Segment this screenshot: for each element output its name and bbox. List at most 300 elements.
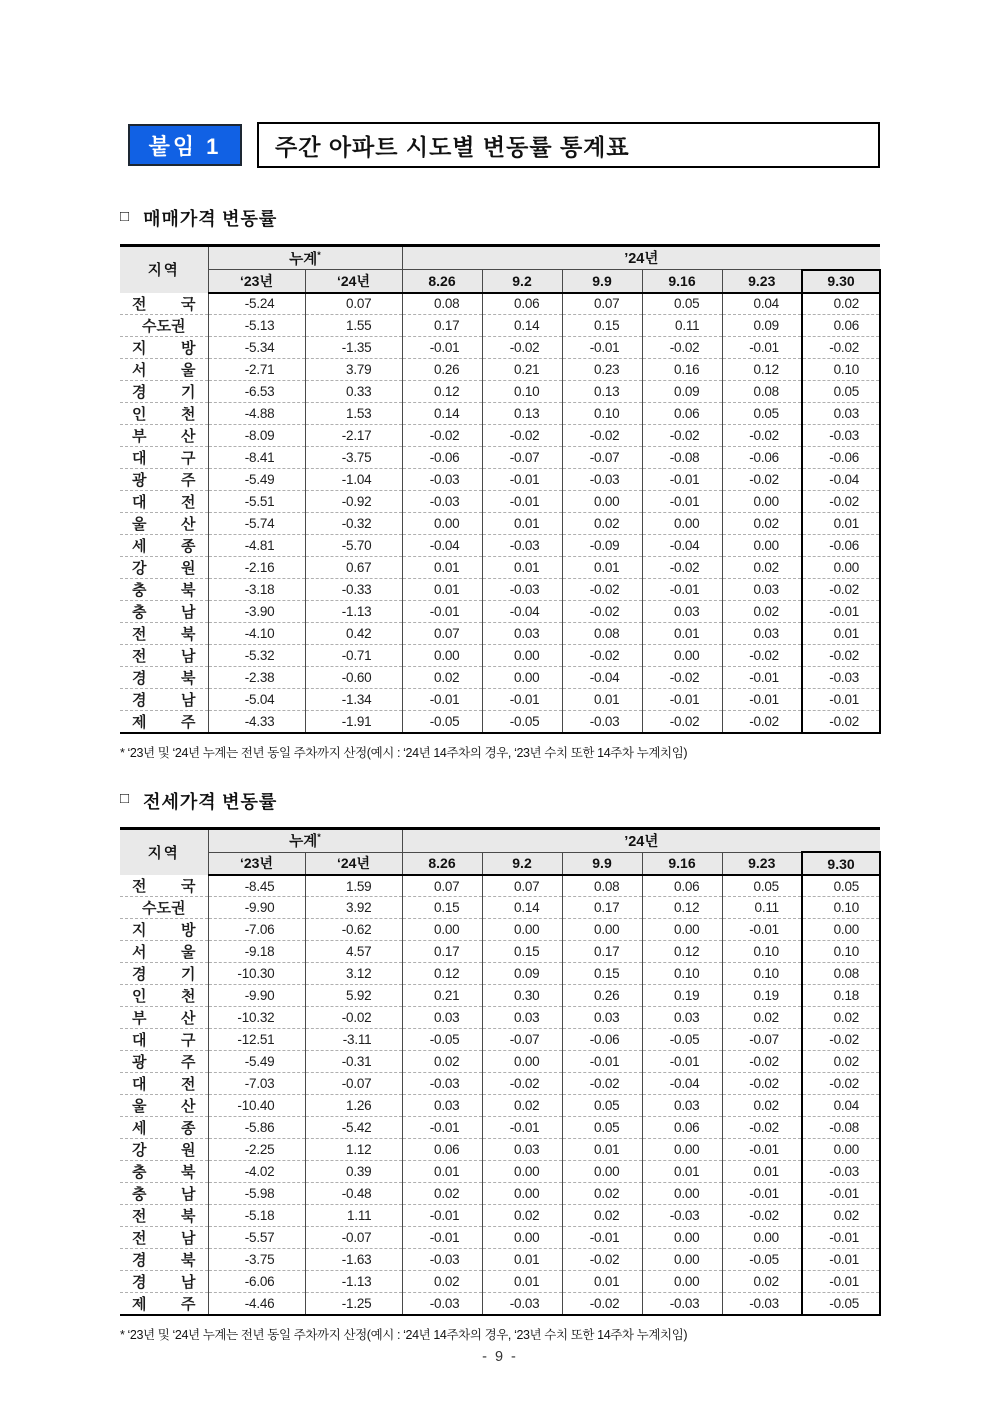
region-label: 강 원 xyxy=(120,556,208,578)
value-cell: 0.05 xyxy=(562,1095,642,1117)
value-cell: 0.12 xyxy=(402,380,482,402)
value-cell: 0.17 xyxy=(562,941,642,963)
value-cell: -0.01 xyxy=(402,1205,482,1227)
region-label: 충 북 xyxy=(120,1161,208,1183)
value-cell: 0.13 xyxy=(482,402,562,424)
value-cell: -0.01 xyxy=(722,666,802,688)
table-row xyxy=(120,985,880,1007)
value-cell: -0.02 xyxy=(802,644,880,666)
value-cell: 0.07 xyxy=(402,875,482,897)
value-cell: -0.01 xyxy=(802,688,880,710)
value-cell: -0.01 xyxy=(642,1051,722,1073)
value-cell: -0.04 xyxy=(402,534,482,556)
value-cell: 0.01 xyxy=(802,512,880,534)
value-cell: -0.02 xyxy=(722,424,802,446)
value-cell: -4.10 xyxy=(208,622,305,644)
value-cell: -0.48 xyxy=(305,1183,402,1205)
table-row xyxy=(120,1205,880,1227)
table-row xyxy=(120,1095,880,1117)
week-col-header-highlighted: 9.30 xyxy=(802,852,880,875)
value-cell: -0.02 xyxy=(722,468,802,490)
region-label: 충 남 xyxy=(120,600,208,622)
week-col-header: 9.9 xyxy=(562,852,642,875)
year-col-header: ‘23년 xyxy=(208,852,305,875)
value-cell: 0.10 xyxy=(722,963,802,985)
value-cell: -10.32 xyxy=(208,1007,305,1029)
table-row xyxy=(120,644,880,666)
value-cell: -0.92 xyxy=(305,490,402,512)
week-col-header: 9.9 xyxy=(562,270,642,293)
value-cell: 0.10 xyxy=(802,897,880,919)
value-cell: -0.02 xyxy=(722,1073,802,1095)
value-cell: -0.01 xyxy=(482,490,562,512)
value-cell: 0.10 xyxy=(802,941,880,963)
value-cell: -0.02 xyxy=(802,578,880,600)
value-cell: 0.09 xyxy=(642,380,722,402)
value-cell: -0.04 xyxy=(802,468,880,490)
value-cell: -6.06 xyxy=(208,1271,305,1293)
value-cell: 0.08 xyxy=(802,963,880,985)
value-cell: -0.02 xyxy=(802,490,880,512)
value-cell: 0.03 xyxy=(722,622,802,644)
value-cell: -0.01 xyxy=(722,1139,802,1161)
value-cell: 0.30 xyxy=(482,985,562,1007)
value-cell: -5.86 xyxy=(208,1117,305,1139)
value-cell: 0.03 xyxy=(482,622,562,644)
value-cell: -0.05 xyxy=(722,1249,802,1271)
value-cell: -1.13 xyxy=(305,1271,402,1293)
value-cell: -7.06 xyxy=(208,919,305,941)
square-marker-icon: □ xyxy=(120,791,131,807)
value-cell: -0.02 xyxy=(562,600,642,622)
region-label: 지 방 xyxy=(120,336,208,358)
value-cell: -5.49 xyxy=(208,1051,305,1073)
region-label: 부 산 xyxy=(120,1007,208,1029)
value-cell: -0.03 xyxy=(402,1249,482,1271)
region-label: 서 울 xyxy=(120,941,208,963)
region-label: 전 국 xyxy=(120,875,208,897)
value-cell: 0.03 xyxy=(642,1007,722,1029)
year-col-header: ‘24년 xyxy=(305,852,402,875)
value-cell: -5.42 xyxy=(305,1117,402,1139)
value-cell: 0.02 xyxy=(402,1183,482,1205)
value-cell: -5.70 xyxy=(305,534,402,556)
region-label: 대 구 xyxy=(120,446,208,468)
region-label: 지 방 xyxy=(120,919,208,941)
value-cell: 0.12 xyxy=(722,358,802,380)
value-cell: 0.00 xyxy=(562,490,642,512)
week-col-header: 9.16 xyxy=(642,852,722,875)
value-cell: -0.01 xyxy=(402,336,482,358)
table-row xyxy=(120,897,880,919)
value-cell: -0.02 xyxy=(562,1249,642,1271)
jeonse-table-body xyxy=(120,875,880,1315)
value-cell: -0.02 xyxy=(642,424,722,446)
value-cell: 0.01 xyxy=(402,578,482,600)
region-label: 부 산 xyxy=(120,424,208,446)
value-cell: 0.00 xyxy=(722,534,802,556)
value-cell: 0.12 xyxy=(402,963,482,985)
value-cell: 0.10 xyxy=(562,402,642,424)
value-cell: -0.02 xyxy=(802,1029,880,1051)
table-row xyxy=(120,1271,880,1293)
value-cell: 0.17 xyxy=(402,314,482,336)
value-cell: -5.98 xyxy=(208,1183,305,1205)
table-row xyxy=(120,1139,880,1161)
value-cell: 0.06 xyxy=(802,314,880,336)
value-cell: -0.01 xyxy=(642,688,722,710)
table-row xyxy=(120,1293,880,1316)
region-label: 경 기 xyxy=(120,380,208,402)
value-cell: 0.00 xyxy=(642,1249,722,1271)
value-cell: -0.05 xyxy=(802,1293,880,1316)
value-cell: -0.03 xyxy=(642,1205,722,1227)
value-cell: -0.05 xyxy=(642,1029,722,1051)
value-cell: -0.07 xyxy=(482,446,562,468)
value-cell: 0.03 xyxy=(482,1007,562,1029)
table-row xyxy=(120,710,880,733)
region-label: 대 구 xyxy=(120,1029,208,1051)
value-cell: -7.03 xyxy=(208,1073,305,1095)
value-cell: 0.03 xyxy=(642,600,722,622)
value-cell: 0.14 xyxy=(402,402,482,424)
value-cell: 0.14 xyxy=(482,897,562,919)
value-cell: -5.57 xyxy=(208,1227,305,1249)
value-cell: 0.00 xyxy=(722,1227,802,1249)
region-label: 수도권 xyxy=(120,314,208,336)
value-cell: 0.18 xyxy=(802,985,880,1007)
value-cell: -9.18 xyxy=(208,941,305,963)
value-cell: -0.01 xyxy=(802,1271,880,1293)
value-cell: -5.34 xyxy=(208,336,305,358)
value-cell: -9.90 xyxy=(208,897,305,919)
footnote: * ‘23년 및 ‘24년 누계는 전년 동일 주차까지 산정(예시 : ‘24년 14주차의 경우, ‘23년 수치 또한 14주차 누계치임) xyxy=(120,1328,688,1342)
region-label: 제 주 xyxy=(120,1293,208,1316)
value-cell: -4.46 xyxy=(208,1293,305,1316)
value-cell: 0.15 xyxy=(562,314,642,336)
value-cell: -0.02 xyxy=(562,578,642,600)
table-row xyxy=(120,336,880,358)
value-cell: 0.26 xyxy=(562,985,642,1007)
value-cell: 0.00 xyxy=(642,644,722,666)
value-cell: 0.01 xyxy=(642,622,722,644)
value-cell: -1.35 xyxy=(305,336,402,358)
section-heading-sale xyxy=(120,205,880,231)
value-cell: -1.25 xyxy=(305,1293,402,1316)
value-cell: -0.03 xyxy=(402,490,482,512)
region-label: 전 국 xyxy=(120,293,208,315)
value-cell: 1.53 xyxy=(305,402,402,424)
value-cell: -0.03 xyxy=(482,534,562,556)
table-row xyxy=(120,1073,880,1095)
table-row xyxy=(120,380,880,402)
table-row xyxy=(120,446,880,468)
value-cell: 0.01 xyxy=(402,556,482,578)
value-cell: 0.00 xyxy=(802,919,880,941)
value-cell: 0.21 xyxy=(482,358,562,380)
value-cell: 0.06 xyxy=(642,402,722,424)
year-col-header: ‘24년 xyxy=(305,270,402,293)
section-title: 매매가격 변동률 xyxy=(143,209,278,229)
value-cell: -3.90 xyxy=(208,600,305,622)
value-cell: 0.00 xyxy=(482,1161,562,1183)
table-row xyxy=(120,1007,880,1029)
value-cell: 0.00 xyxy=(482,644,562,666)
value-cell: 0.42 xyxy=(305,622,402,644)
value-cell: 0.03 xyxy=(482,1139,562,1161)
value-cell: 0.15 xyxy=(482,941,562,963)
value-cell: 0.03 xyxy=(802,402,880,424)
value-cell: -0.05 xyxy=(482,710,562,733)
page-title: 주간 아파트 시도별 변동률 통계표 xyxy=(275,133,630,160)
region-label: 전 남 xyxy=(120,644,208,666)
region-label: 광 주 xyxy=(120,1051,208,1073)
value-cell: 0.05 xyxy=(562,1117,642,1139)
value-cell: -0.01 xyxy=(642,578,722,600)
value-cell: -0.02 xyxy=(802,336,880,358)
table-row xyxy=(120,963,880,985)
value-cell: 0.00 xyxy=(802,556,880,578)
value-cell: 0.00 xyxy=(642,1227,722,1249)
value-cell: -0.03 xyxy=(802,424,880,446)
value-cell: -0.02 xyxy=(722,1205,802,1227)
value-cell: -0.01 xyxy=(802,1183,880,1205)
value-cell: 0.17 xyxy=(402,941,482,963)
value-cell: 0.21 xyxy=(402,985,482,1007)
value-cell: -5.49 xyxy=(208,468,305,490)
value-cell: 0.02 xyxy=(482,1205,562,1227)
value-cell: 0.19 xyxy=(722,985,802,1007)
value-cell: 0.03 xyxy=(642,1095,722,1117)
value-cell: 0.05 xyxy=(722,402,802,424)
region-label: 수도권 xyxy=(120,897,208,919)
value-cell: 0.03 xyxy=(402,1007,482,1029)
table-row xyxy=(120,666,880,688)
value-cell: -3.11 xyxy=(305,1029,402,1051)
week-col-header: 9.23 xyxy=(722,270,802,293)
value-cell: -0.01 xyxy=(642,490,722,512)
value-cell: -0.06 xyxy=(802,534,880,556)
value-cell: 0.02 xyxy=(722,1271,802,1293)
region-header-cell: 지역 xyxy=(120,246,208,293)
week-col-header: 9.2 xyxy=(482,852,562,875)
value-cell: -0.33 xyxy=(305,578,402,600)
value-cell: 0.02 xyxy=(562,512,642,534)
cumulative-label: 누계 xyxy=(289,834,318,850)
value-cell: 0.15 xyxy=(562,963,642,985)
value-cell: -0.03 xyxy=(802,666,880,688)
value-cell: -0.02 xyxy=(482,424,562,446)
value-cell: 0.04 xyxy=(722,293,802,315)
value-cell: 0.08 xyxy=(402,293,482,315)
value-cell: -5.13 xyxy=(208,314,305,336)
value-cell: 0.00 xyxy=(482,666,562,688)
value-cell: 0.11 xyxy=(642,314,722,336)
value-cell: 0.16 xyxy=(642,358,722,380)
value-cell: -4.33 xyxy=(208,710,305,733)
region-label: 대 전 xyxy=(120,490,208,512)
table-header xyxy=(120,828,880,875)
value-cell: -0.07 xyxy=(722,1029,802,1051)
region-label: 제 주 xyxy=(120,710,208,733)
table-row xyxy=(120,490,880,512)
value-cell: 0.02 xyxy=(482,1095,562,1117)
value-cell: -3.75 xyxy=(305,446,402,468)
value-cell: -5.51 xyxy=(208,490,305,512)
region-label: 경 기 xyxy=(120,963,208,985)
value-cell: -0.06 xyxy=(402,446,482,468)
value-cell: -0.02 xyxy=(402,424,482,446)
cumulative-header-cell xyxy=(208,246,402,270)
value-cell: 0.15 xyxy=(402,897,482,919)
week-col-header-highlighted: 9.30 xyxy=(802,270,880,293)
value-cell: 0.33 xyxy=(305,380,402,402)
value-cell: 0.08 xyxy=(722,380,802,402)
region-label: 울 산 xyxy=(120,1095,208,1117)
value-cell: 0.00 xyxy=(562,919,642,941)
value-cell: 0.00 xyxy=(482,1227,562,1249)
square-marker-icon: □ xyxy=(120,208,131,225)
value-cell: -0.03 xyxy=(562,710,642,733)
region-label: 강 원 xyxy=(120,1139,208,1161)
value-cell: 0.00 xyxy=(482,1051,562,1073)
table-row xyxy=(120,468,880,490)
value-cell: 0.02 xyxy=(562,1183,642,1205)
region-header-cell: 지역 xyxy=(120,828,208,875)
week-col-header: 9.23 xyxy=(722,852,802,875)
value-cell: 0.06 xyxy=(402,1139,482,1161)
value-cell: -6.53 xyxy=(208,380,305,402)
value-cell: -0.04 xyxy=(642,1073,722,1095)
value-cell: -0.04 xyxy=(642,534,722,556)
value-cell: -0.07 xyxy=(562,446,642,468)
value-cell: 0.06 xyxy=(482,293,562,315)
value-cell: 0.10 xyxy=(482,380,562,402)
value-cell: -0.02 xyxy=(722,1051,802,1073)
value-cell: -0.02 xyxy=(562,1293,642,1316)
value-cell: -0.06 xyxy=(562,1029,642,1051)
value-cell: 0.13 xyxy=(562,380,642,402)
value-cell: 1.55 xyxy=(305,314,402,336)
region-label: 경 남 xyxy=(120,688,208,710)
value-cell: 0.02 xyxy=(402,1271,482,1293)
table-row xyxy=(120,600,880,622)
value-cell: 0.11 xyxy=(722,897,802,919)
page-number: - 9 - xyxy=(482,1349,518,1365)
value-cell: 0.00 xyxy=(642,1271,722,1293)
value-cell: 0.19 xyxy=(642,985,722,1007)
week-col-header: 8.26 xyxy=(402,270,482,293)
value-cell: -0.62 xyxy=(305,919,402,941)
value-cell: -0.01 xyxy=(562,1227,642,1249)
region-label: 경 북 xyxy=(120,1249,208,1271)
region-label: 서 울 xyxy=(120,358,208,380)
value-cell: 0.00 xyxy=(642,919,722,941)
value-cell: -0.01 xyxy=(402,1117,482,1139)
jeonse-price-table xyxy=(120,827,881,1317)
table-row xyxy=(120,622,880,644)
value-cell: -9.90 xyxy=(208,985,305,1007)
value-cell: -1.91 xyxy=(305,710,402,733)
value-cell: -0.01 xyxy=(642,468,722,490)
value-cell: -0.01 xyxy=(722,1183,802,1205)
section-title: 전세가격 변동률 xyxy=(143,791,278,812)
value-cell: 0.00 xyxy=(642,512,722,534)
value-cell: -12.51 xyxy=(208,1029,305,1051)
value-cell: -0.08 xyxy=(642,446,722,468)
value-cell: -0.07 xyxy=(305,1227,402,1249)
value-cell: -0.03 xyxy=(562,468,642,490)
value-cell: -0.01 xyxy=(802,1227,880,1249)
table-row xyxy=(120,293,880,315)
region-label: 경 북 xyxy=(120,666,208,688)
table-row xyxy=(120,402,880,424)
table-row xyxy=(120,1161,880,1183)
value-cell: 0.01 xyxy=(562,688,642,710)
year-group-header-cell: ’24년 xyxy=(402,246,880,270)
table-header xyxy=(120,246,880,293)
value-cell: 0.03 xyxy=(722,578,802,600)
table-row xyxy=(120,578,880,600)
region-label: 대 전 xyxy=(120,1073,208,1095)
value-cell: 0.01 xyxy=(482,1249,562,1271)
value-cell: -0.02 xyxy=(642,710,722,733)
value-cell: -0.02 xyxy=(562,1073,642,1095)
value-cell: -0.02 xyxy=(722,1117,802,1139)
value-cell: -0.01 xyxy=(802,600,880,622)
region-label: 세 종 xyxy=(120,534,208,556)
value-cell: 0.09 xyxy=(482,963,562,985)
value-cell: -0.01 xyxy=(402,1227,482,1249)
cumulative-label: 누계 xyxy=(289,251,318,268)
footnote-asterisk: * xyxy=(317,832,321,843)
value-cell: -0.02 xyxy=(642,556,722,578)
value-cell: 0.00 xyxy=(402,919,482,941)
value-cell: -0.01 xyxy=(722,919,802,941)
value-cell: 0.02 xyxy=(722,600,802,622)
page-header xyxy=(120,122,880,168)
table-row xyxy=(120,358,880,380)
value-cell: 0.02 xyxy=(722,1095,802,1117)
value-cell: 0.01 xyxy=(802,622,880,644)
region-label: 전 북 xyxy=(120,622,208,644)
value-cell: 0.23 xyxy=(562,358,642,380)
table-row xyxy=(120,512,880,534)
table-row xyxy=(120,534,880,556)
value-cell: 0.02 xyxy=(802,1051,880,1073)
value-cell: -0.05 xyxy=(402,710,482,733)
value-cell: -0.08 xyxy=(802,1117,880,1139)
value-cell: -5.18 xyxy=(208,1205,305,1227)
value-cell: 0.14 xyxy=(482,314,562,336)
attachment-badge-label: 붙임 1 xyxy=(148,133,222,159)
value-cell: -0.01 xyxy=(802,1249,880,1271)
value-cell: 0.00 xyxy=(562,1161,642,1183)
region-label: 인 천 xyxy=(120,402,208,424)
value-cell: -2.16 xyxy=(208,556,305,578)
value-cell: -8.45 xyxy=(208,875,305,897)
value-cell: 0.67 xyxy=(305,556,402,578)
value-cell: 0.08 xyxy=(562,622,642,644)
value-cell: -4.88 xyxy=(208,402,305,424)
value-cell: -0.32 xyxy=(305,512,402,534)
value-cell: 4.57 xyxy=(305,941,402,963)
value-cell: -0.03 xyxy=(402,468,482,490)
value-cell: -0.06 xyxy=(722,446,802,468)
value-cell: -2.38 xyxy=(208,666,305,688)
value-cell: -0.02 xyxy=(722,644,802,666)
value-cell: 0.00 xyxy=(642,1139,722,1161)
